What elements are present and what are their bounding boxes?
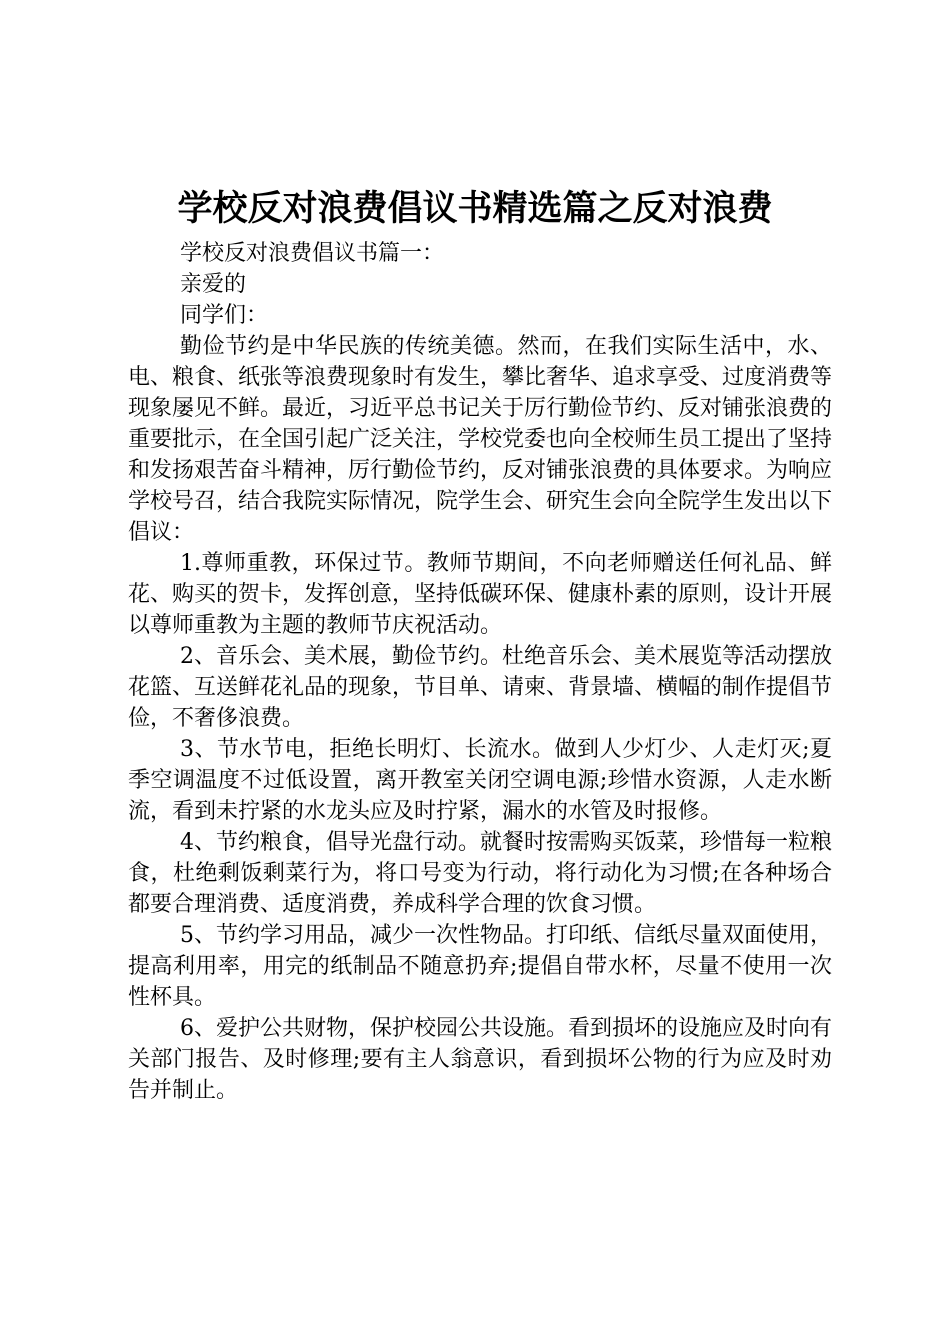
salutation-line-2: 同学们： [180,303,269,328]
document-title: 学校反对浪费倡议书精选篇之反对浪费 [177,189,773,229]
salutation-line-1: 亲爱的 [180,272,247,297]
proposal-item-2: 2、音乐会、美术展，勤俭节约。杜绝音乐会、美术展览等活动摆放花篮、互送鲜花礼品的现象，节目单、请柬、背景墙、横幅的制作提倡节俭，不奢侈浪费。 [128,644,833,731]
document-body [128,238,832,1106]
document-subtitle: 学校反对浪费倡议书篇一： [180,241,445,266]
proposal-item-6: 6、爱护公共财物，保护校园公共设施。看到损坏的设施应及时向有关部门报告、及时修理;要有主人翁意识，看到损坏公物的行为应及时劝告并制止。 [128,1016,832,1103]
proposal-item-5: 5、节约学习用品，减少一次性物品。打印纸、信纸尽量双面使用，提高利用率，用完的纸制品不随意扔弃;提倡自带水杯，尽量不使用一次性杯具。 [128,923,832,1010]
proposal-item-4: 4、节约粮食，倡导光盘行动。就餐时按需购买饭菜，珍惜每一粒粮食，杜绝剩饭剩菜行为，将口号变为行动，将行动化为习惯;在各种场合都要合理消费、适度消费，养成科学合理的饮食习惯。 [128,830,832,917]
proposal-item-3: 3、节水节电，拒绝长明灯、长流水。做到人少灯少、人走灯灭;夏季空调温度不过低设置，离开教室关闭空调电源;珍惜水资源，人走水断流，看到未拧紧的水龙头应及时拧紧，漏水的水管及时报修。 [128,737,832,824]
intro-paragraph: 勤俭节约是中华民族的传统美德。然而，在我们实际生活中，水、电、粮食、纸张等浪费现象时有发生，攀比奢华、追求享受、过度消费等现象屡见不鲜。最近，习近平总书记关于厉行勤俭节约、反对铺张浪费的重要批示，在全国引起广泛关注，学校党委也向全校师生员工提出了坚持和发扬艰苦奋斗精神，厉行勤俭节约，反对铺张浪费的具体要求。为响应学校号召，结合我院实际情况，院学生会、研究生会向全院学生发出以下倡议： [128,334,833,545]
proposal-item-1: 1.尊师重教，环保过节。教师节期间，不向老师赠送任何礼品、鲜花、购买的贺卡，发挥创意，坚持低碳环保、健康朴素的原则，设计开展以尊师重教为主题的教师节庆祝活动。 [128,551,833,638]
